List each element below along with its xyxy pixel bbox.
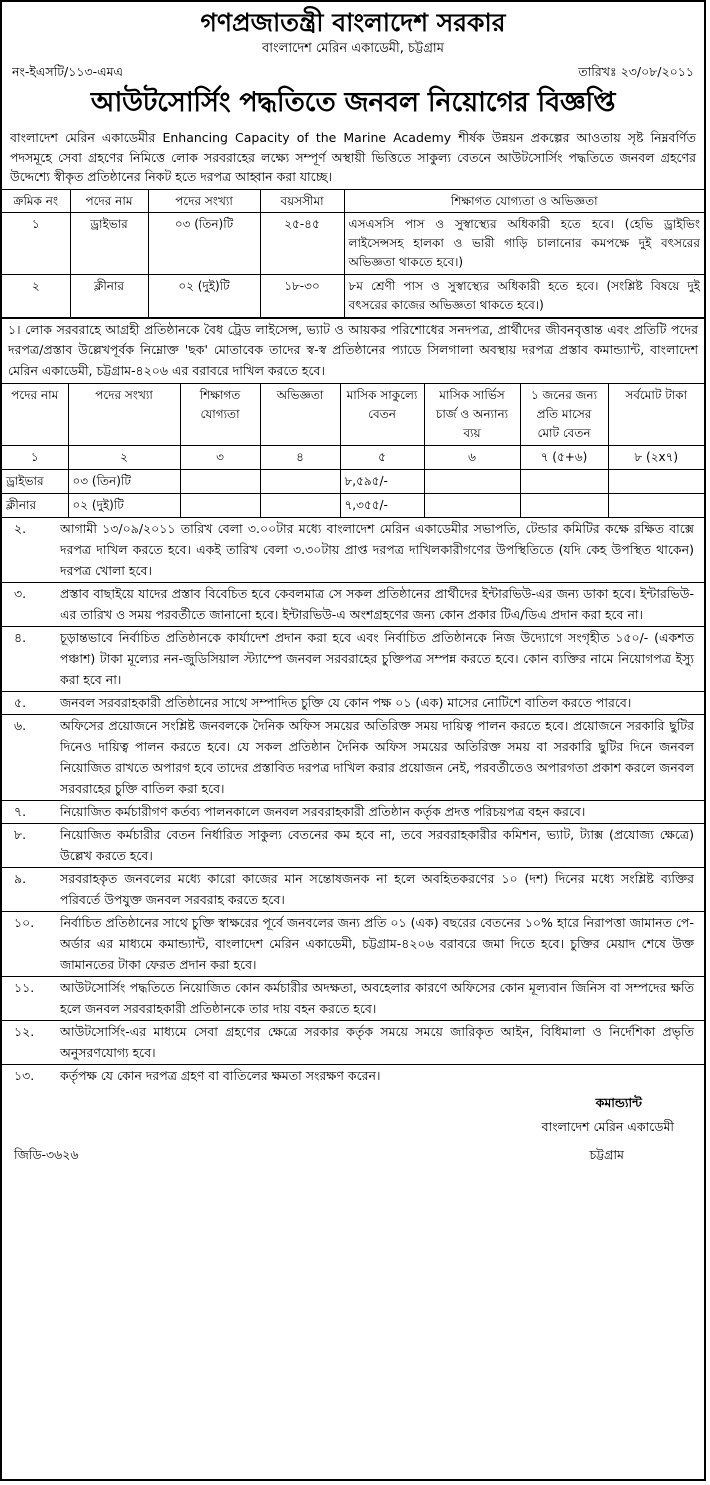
- list-item: [2, 583, 704, 627]
- list-item: [2, 801, 704, 824]
- item-number: ৮.: [14, 827, 27, 842]
- item-number: ৪.: [14, 630, 27, 645]
- post-name: ক্লীনার: [70, 274, 148, 317]
- posts-table-header: [2, 189, 704, 212]
- post-count: ০২ (দুই)টি: [148, 274, 260, 317]
- column-number: ৮ (২x৭): [608, 446, 704, 470]
- list-item: [2, 1065, 704, 1087]
- reference-row: [2, 58, 704, 80]
- item-text: আউটসোর্সিং পদ্ধতিতে নিয়োজিত কোন কর্মচারীর অদক্ষতা, অবহেলার কারণে অফিসের কোন মূল্যবান জিনিস বা সম্পদের ক্ষতি হলে জনবল সরবরাহকারী প্রতিষ্ঠানকে তার দায় বহন করতে হবে।: [60, 980, 694, 1016]
- item-text: আউটসোর্সিং-এর মাধ্যমে সেবা গ্রহণের ক্ষেত্রে সরকার কর্তৃক সময়ে সময়ে জারিকৃত আইন, বিধিমালা ও নির্দেশিকা প্রভৃতি অনুসরণযোগ্য হবে।: [60, 1024, 694, 1060]
- item-text: জনবল সরবরাহকারী প্রতিষ্ঠানের সাথে সম্পাদিত চুক্তি যে কোন পক্ষ ০১ (এক) মাসের নোটিশে বাতিল করতে পারবে।: [60, 695, 632, 710]
- signatory-designation: কমান্ড্যান্ট: [595, 1095, 642, 1110]
- list-item: [2, 518, 704, 583]
- format-header: মাসিক সার্ভিস চার্জ ও অন্যান্য ব্যয়: [424, 384, 520, 446]
- posts-table: [2, 189, 704, 318]
- post-name: ড্রাইভার: [70, 212, 148, 274]
- item-text: নিয়োজিত কর্মচারীগণ কর্তব্য পালনকালে জনবল সরবরাহকারী প্রতিষ্ঠান কর্তৃক প্রদত্ত পরিচয়পত্র বহন করবে।: [60, 804, 586, 819]
- list-item: [2, 912, 704, 977]
- format-header: সর্বমোট টাকা: [608, 384, 704, 446]
- item-number: ৩.: [14, 586, 27, 601]
- format-number-row: [2, 446, 704, 470]
- posts-header-name: পদের নাম: [70, 189, 148, 212]
- table-row: [2, 274, 704, 317]
- format-header: ১ জনের জন্য প্রতি মাসের মোট বেতন: [520, 384, 608, 446]
- table-row: [2, 212, 704, 274]
- item-text: সরবরাহকৃত জনবলের মধ্যে কারো কাজের মান সন্তোষজনক না হলে অবহিতকরণের ১০ (দশ) দিনের মধ্যে সংশ্লিষ্ট ব্যক্তির পরিবর্তে উপযুক্ত জনবল সরবরাহ করতে হবে।: [60, 871, 694, 907]
- posts-header-age: বয়সসীমা: [260, 189, 344, 212]
- post-age: ২৫-৪৫: [260, 212, 344, 274]
- item-text: কর্তৃপক্ষ যে কোন দরপত্র গ্রহণ বা বাতিলের ক্ষমতা সংরক্ষণ করেন।: [60, 1068, 381, 1083]
- item-number: ১২.: [14, 1024, 35, 1039]
- terms-list: [2, 518, 704, 1087]
- column-number: ২: [68, 446, 180, 470]
- item-text: চূড়ান্তভাবে নির্বাচিত প্রতিষ্ঠানকে কার্যাদেশ প্রদান করা হবে এবং নির্বাচিত প্রতিষ্ঠানকে নিজ উদ্যোগে সংগৃহীত ১৫০/- (একশত পঞ্চাশ) টাকা মূল্যের নন-জুডিসিয়াল স্ট্যাম্পে জনবল সরবরাহের চুক্তিপত্র সম্পন্ন করতে হবে। কোন ব্যক্তির নামে নিয়োগপত্র ইস্যু করা হবে না।: [60, 630, 694, 687]
- column-number: ৩: [180, 446, 260, 470]
- post-serial: ২: [2, 274, 70, 317]
- posts-header-count: পদের সংখ্যা: [148, 189, 260, 212]
- list-item: [2, 1021, 704, 1065]
- table-row: [2, 470, 704, 494]
- list-item: [2, 868, 704, 912]
- format-post-name: ড্রাইভার: [2, 470, 68, 494]
- format-header: পদের সংখ্যা: [68, 384, 180, 446]
- column-number: ৬: [424, 446, 520, 470]
- format-header: পদের নাম: [2, 384, 68, 446]
- organization-heading: বাংলাদেশ মেরিন একাডেমী, চট্টগ্রাম: [262, 41, 444, 56]
- notice-date: তারিখঃ ২৩/০৮/২০১১: [578, 64, 694, 79]
- item-text: আগামী ১৩/০৯/২০১১ তারিখ বেলা ৩.০০টার মধ্যে বাংলাদেশ মেরিন একাডেমীর সভাপতি, টেন্ডার কমিটির কক্ষে রক্ষিত বাক্সে দরপত্র দাখিল করতে হবে। একই তারিখ বেলা ৩.৩০টায় প্রাপ্ত দরপত্র দাখিলকারীগণের উপস্থিতিতে (যদি কেহ উপস্থিত থাকেন) দরপত্র খোলা হবে।: [60, 521, 694, 578]
- list-item: [2, 627, 704, 692]
- post-serial: ১: [2, 212, 70, 274]
- column-number: ৭ (৫+৬): [520, 446, 608, 470]
- government-heading: গণপ্রজাতন্ত্রী বাংলাদেশ সরকার: [200, 8, 506, 37]
- format-salary: ৮,৫৯৫/-: [340, 470, 424, 494]
- list-item: [2, 977, 704, 1021]
- item-number: ৭.: [14, 804, 27, 819]
- format-post-count: ০৩ (তিন)টি: [68, 470, 180, 494]
- column-number: ৪: [260, 446, 340, 470]
- item-text: প্রস্তাব বাছাইয়ে যাদের প্রস্তাব বিবেচিত হবে কেবলমাত্র সে সকল প্রতিষ্ঠানের প্রার্থীদের ইন্টারভিউ-এর জন্য ডাকা হবে। ইন্টারভিউ-এর তারিখ ও সময় পরবর্তীতে জানানো হবে। ইন্টারভিউ-এ অংশগ্রহণের জন্য কোন প্রকার টিএ/ডিএ প্রদান করা হবে না।: [60, 586, 694, 622]
- format-header: মাসিক সাকুল্যে বেতন: [340, 384, 424, 446]
- item-text: অফিসের প্রয়োজনে সংশ্লিষ্ট জনবলকে দৈনিক অফিস সময়ের অতিরিক্ত সময় দায়িত্ব পালন করতে হবে। প্রয়োজনে সরকারি ছুটির দিনেও দায়িত্ব পালন করতে হবে। যে সকল প্রতিষ্ঠান দৈনিক অফিস সময়ের অতিরিক্ত সময় বা সরকারি ছুটির দিনে জনবল নিয়োজিত রাখতে অপারগ হবে তাদের প্রস্তাবিত দরপত্র দাখিল করার প্রয়োজন নেই, পরবর্তীতেও অপারগতা প্রকাশ করলে জনবল সরবরাহের চুক্তি বাতিল করা হবে।: [60, 718, 694, 796]
- format-table: [2, 383, 704, 518]
- posts-header-serial: ক্রমিক নং: [2, 189, 70, 212]
- post-age: ১৮-৩০: [260, 274, 344, 317]
- list-item: [2, 824, 704, 868]
- item-number: ১৩.: [14, 1068, 35, 1083]
- notice-title: আউটসোর্সিং পদ্ধতিতে জনবল নিয়োগের বিজ্ঞপ্তি: [90, 87, 616, 118]
- column-number: ৫: [340, 446, 424, 470]
- format-post-name: ক্লীনার: [2, 494, 68, 518]
- gd-code: জিডি-৩৬২৬: [14, 1147, 79, 1162]
- item-text: নিয়োজিত কর্মচারীর বেতন নির্ধারিত সাকুল্য বেতনের কম হবে না, তবে সরবরাহকারীর কমিশন, ভ্যাট, ট্যাক্স (প্রযোজ্য ক্ষেত্রে) উল্লেখ করতে হবে।: [60, 827, 694, 863]
- column-number: ১: [2, 446, 68, 470]
- item-number: ১০.: [14, 915, 35, 930]
- list-item: [2, 715, 704, 801]
- format-header: অভিজ্ঞতা: [260, 384, 340, 446]
- format-header: শিক্ষাগত যোগ্যতা: [180, 384, 260, 446]
- post-qualification: এসএসসি পাস ও সুস্বাস্থ্যের অধিকারী হতে হবে। (হেভি ড্রাইভিং লাইসেন্সসহ হালকা ও ভারী গাড়ি চালানোর কমপক্ষে দুই বৎসরের অভিজ্ঞতা থাকতে হবে।): [344, 212, 704, 274]
- table-row: [2, 494, 704, 518]
- submission-note: ১। লোক সরবরাহে আগ্রহী প্রতিষ্ঠানকে বৈধ ট্রেড লাইসেন্স, ভ্যাট ও আয়কর পরিশোধের সনদপত্র, প্রার্থীদের জীবনবৃত্তান্ত এবং প্রতিটি পদের দরপত্র/প্রস্তাব উল্লেখপূর্বক নিম্নোক্ত 'ছক' মোতাবেক তাদের স্ব-স্ব প্রতিষ্ঠানের প্যাডে সিলগালা অবস্থায় দরপত্র প্রস্তাব কমান্ড্যান্ট, বাংলাদেশ মেরিন একাডেমী, চট্টগ্রাম-৪২০৬ এর বরাবরে দাখিল করতে হবে।: [2, 318, 704, 384]
- format-table-header: [2, 384, 704, 446]
- post-count: ০৩ (তিন)টি: [148, 212, 260, 274]
- posts-header-qualification: শিক্ষাগত যোগ্যতা ও অভিজ্ঞতা: [344, 189, 704, 212]
- intro-paragraph: বাংলাদেশ মেরিন একাডেমীর Enhancing Capacity of the Marine Academy শীর্ষক উন্নয়ন প্রকল্পের আওতায় সৃষ্ট নিম্নবর্ণিত পদসমূহে সেবা গ্রহণের নিমিত্তে লোক সরবরাহের লক্ষ্যে সম্পূর্ণ অস্থায়ী ভিত্তিতে সাকুল্য বেতনে আউটসোর্সিং পদ্ধতিতে জনবল গ্রহণের উদ্দেশ্যে স্বীকৃত প্রতিষ্ঠানের নিকট হতে দরপত্র আহ্বান করা যাচ্ছে।: [10, 130, 696, 184]
- memo-number: নং-ইএসটি/১১৩-এমএ: [12, 64, 124, 79]
- post-qualification: ৮ম শ্রেণী পাস ও সুস্বাস্থ্যের অধিকারী হতে হবে। (সংশ্লিষ্ট বিষয়ে দুই বৎসরের কাজের অভিজ্ঞতা থাকতে হবে।): [344, 274, 704, 317]
- item-number: ৬.: [14, 718, 27, 733]
- signatory-organization: বাংলাদেশ মেরিন একাডেমী: [541, 1119, 674, 1134]
- item-number: ২.: [14, 521, 27, 536]
- item-text: নির্বাচিত প্রতিষ্ঠানের সাথে চুক্তি স্বাক্ষরের পূর্বে জনবলের জন্য প্রতি ০১ (এক) বছরের বেতনের ১০% হারে নিরাপত্তা জামানত পে-অর্ডার এর মাধ্যমে কমান্ড্যান্ট, বাংলাদেশ মেরিন একাডেমী, চট্টগ্রাম-৪২০৬ বরাবরে জমা দিতে হবে। চুক্তির মেয়াদ শেষে উক্ত জামানতের টাকা ফেরত প্রদান করা হবে।: [60, 915, 694, 972]
- item-number: ৯.: [14, 871, 27, 886]
- item-number: ১১.: [14, 980, 35, 995]
- signatory-city: চট্টগ্রাম: [589, 1147, 624, 1162]
- format-salary: ৭,৩৫৫/-: [340, 494, 424, 518]
- format-post-count: ০২ (দুই)টি: [68, 494, 180, 518]
- list-item: [2, 692, 704, 715]
- footer: [2, 1087, 704, 1177]
- item-number: ৫.: [14, 695, 27, 710]
